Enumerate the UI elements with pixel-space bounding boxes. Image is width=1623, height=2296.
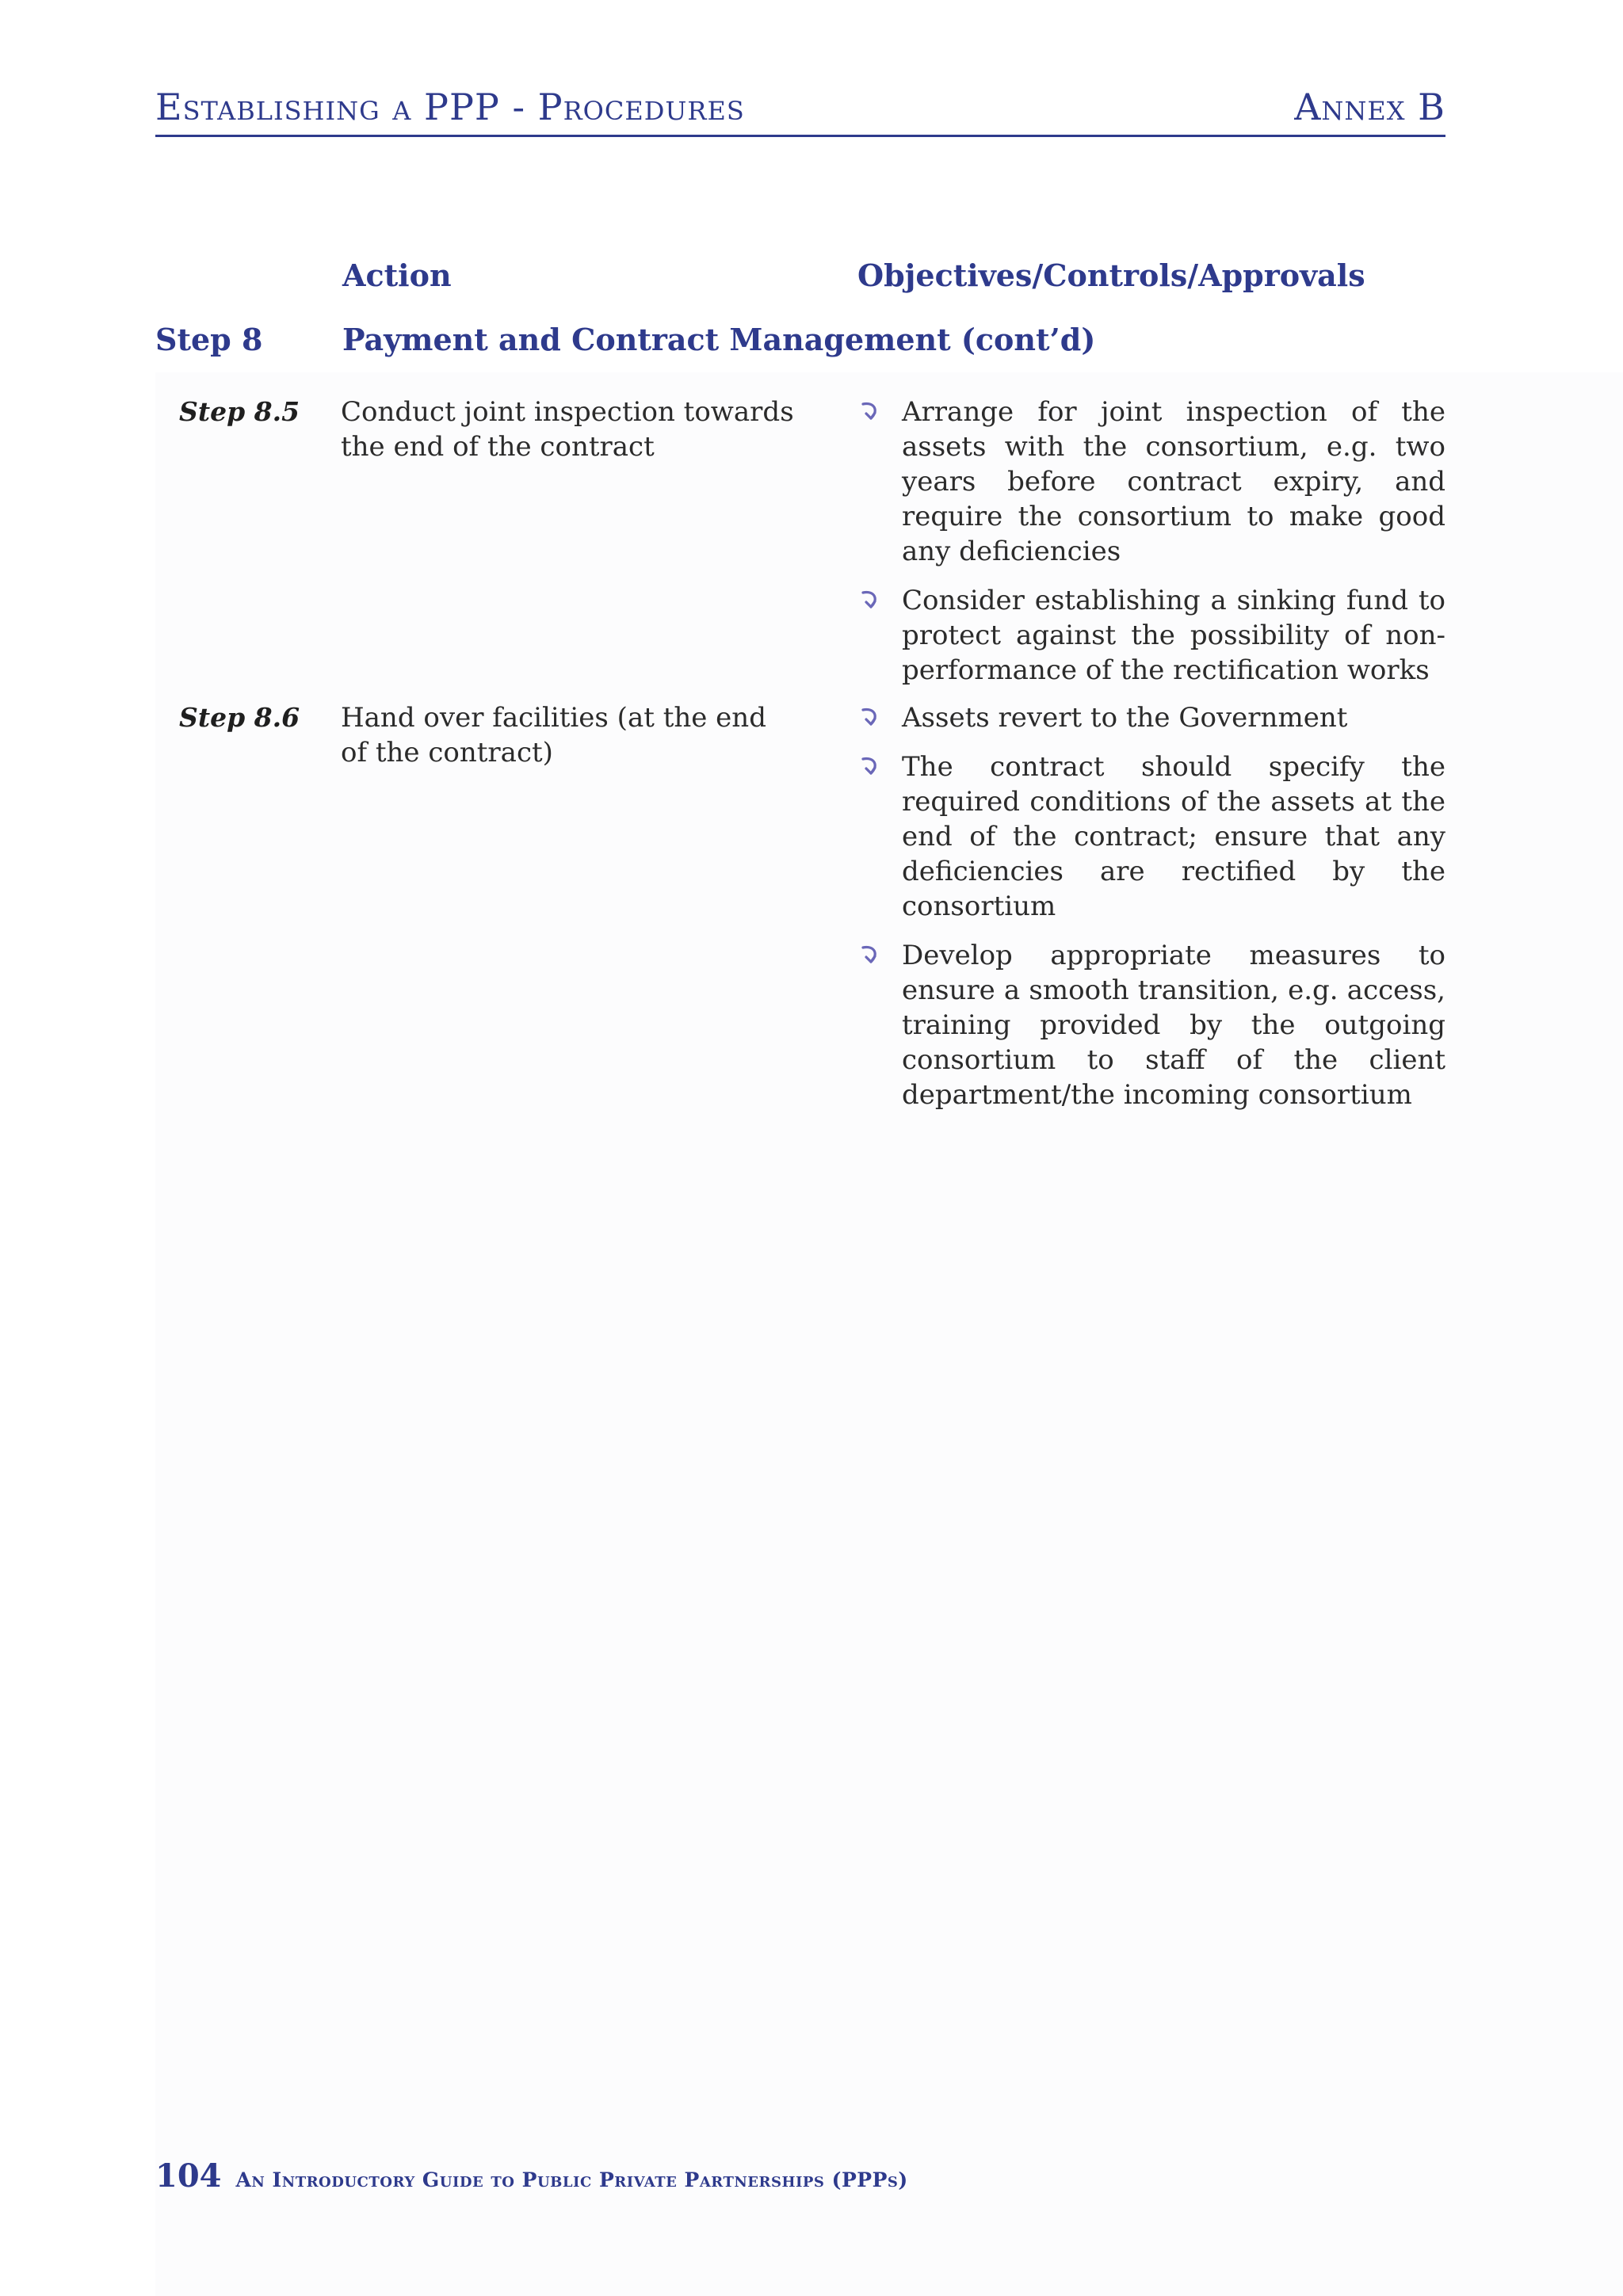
objective-text: Consider establishing a sinking fund to protect against the possibility of non-performance of the rectification works xyxy=(902,585,1445,686)
step-label: Step 8.5 xyxy=(179,396,300,427)
step-action: Hand over facilities (at the end of the contract) xyxy=(341,702,766,769)
curved-arrow-bullet-icon xyxy=(857,938,883,973)
curved-arrow-bullet-icon xyxy=(857,395,883,429)
objective-text: Assets revert to the Government xyxy=(902,702,1348,734)
objective-item xyxy=(857,749,1445,924)
objective-item xyxy=(857,938,1445,1112)
step-action: Conduct joint inspection towards the end of the contract xyxy=(341,396,794,463)
objectives-list xyxy=(857,395,1445,702)
header-annex: Annex B xyxy=(1294,86,1445,128)
header-title: Establishing a PPP - Procedures xyxy=(155,86,745,128)
step-row-8-6 xyxy=(155,700,1445,1111)
objective-item xyxy=(857,583,1445,688)
step-title: Payment and Contract Management (cont’d) xyxy=(342,322,1096,357)
step-label: Step 8.6 xyxy=(179,702,300,733)
objective-text: Develop appropriate measures to ensure a smooth transition, e.g. access, training provided by the outgoing consortium to staff of the client department/the incoming consortium xyxy=(902,940,1445,1111)
column-heading-objectives: Objectives/Controls/Approvals xyxy=(857,257,1365,293)
objective-text: Arrange for joint inspection of the assets with the consortium, e.g. two years before contract expiry, and require the consortium to make good any deficiencies xyxy=(902,396,1445,567)
objective-text: The contract should specify the required conditions of the assets at the end of the contract; ensure that any deficiencies are rectified by the consortium xyxy=(902,751,1445,922)
curved-arrow-bullet-icon xyxy=(857,700,883,735)
step-row-8-5 xyxy=(155,395,1445,686)
objective-item xyxy=(857,700,1445,735)
curved-arrow-bullet-icon xyxy=(857,583,883,618)
footer-title: An Introductory Guide to Public Private Partnerships (PPPs) xyxy=(235,2168,908,2191)
curved-arrow-bullet-icon xyxy=(857,749,883,784)
page-header xyxy=(155,79,1445,137)
page-footer xyxy=(155,2157,908,2195)
column-heading-action: Action xyxy=(342,257,452,293)
step-number: Step 8 xyxy=(155,322,263,357)
objective-item xyxy=(857,395,1445,569)
page-number: 104 xyxy=(155,2157,222,2195)
objectives-list xyxy=(857,700,1445,1127)
